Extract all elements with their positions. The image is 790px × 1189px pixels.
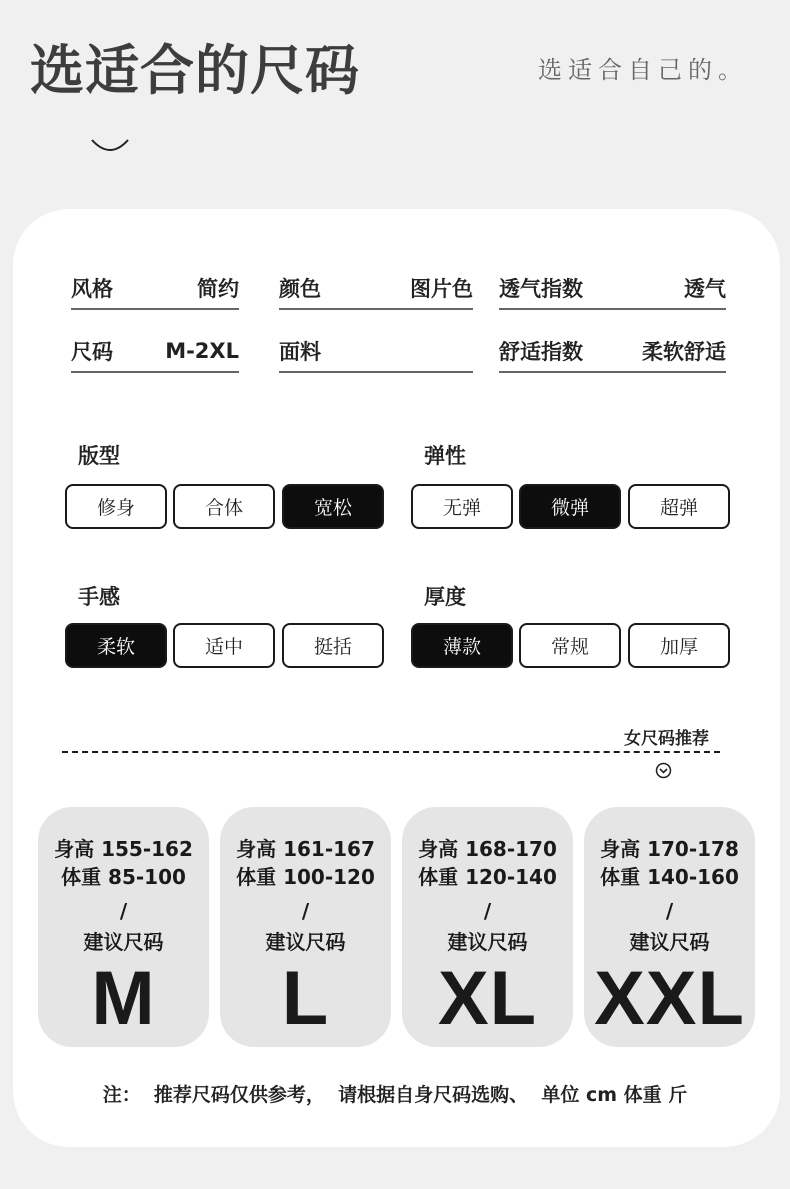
attr-fabric (279, 329, 473, 373)
elasticity-option-super[interactable]: 超弹 (628, 484, 730, 529)
attr-size-range (71, 329, 239, 373)
elasticity-option-none[interactable]: 无弹 (411, 484, 513, 529)
thickness-option-thick[interactable]: 加厚 (628, 623, 730, 668)
elasticity-label: 弹性 (424, 444, 466, 468)
thickness-option-regular[interactable]: 常规 (519, 623, 621, 668)
size-weight: 体重 140-160 (600, 865, 739, 889)
size-height: 身高 170-178 (600, 837, 739, 861)
size-card-xxl (584, 807, 755, 1047)
attr-value: 柔软舒适 (642, 340, 726, 364)
feel-option-stiff[interactable]: 挺括 (282, 623, 384, 668)
size-card-l (220, 807, 391, 1047)
attr-label: 风格 (71, 277, 113, 301)
size-slash: / (301, 899, 310, 923)
elasticity-option-slight[interactable]: 微弹 (519, 484, 621, 529)
attr-label: 舒适指数 (499, 340, 583, 364)
attr-breathability (499, 266, 726, 310)
size-rec-label: 建议尺码 (629, 930, 710, 954)
size-weight: 体重 85-100 (61, 865, 186, 889)
size-height: 身高 155-162 (54, 837, 193, 861)
size-rec-label: 建议尺码 (265, 930, 346, 954)
feel-option-medium[interactable]: 适中 (173, 623, 275, 668)
smile-icon (90, 136, 130, 156)
attr-comfort (499, 329, 726, 373)
thickness-label: 厚度 (424, 585, 466, 609)
attr-style (71, 266, 239, 310)
size-card-xl (402, 807, 573, 1047)
fit-option-regular[interactable]: 合体 (173, 484, 275, 529)
recommend-label: 女尺码推荐 (624, 729, 709, 749)
size-card-m (38, 807, 209, 1047)
feel-option-soft[interactable]: 柔软 (65, 623, 167, 668)
fit-option-slim[interactable]: 修身 (65, 484, 167, 529)
size-letter: M (91, 956, 156, 1041)
attr-value: 透气 (684, 277, 726, 301)
page-title: 选适合的尺码 (30, 39, 360, 102)
size-rec-label: 建议尺码 (83, 930, 164, 954)
attr-value: 图片色 (410, 277, 473, 301)
size-weight: 体重 100-120 (236, 865, 375, 889)
size-letter: L (281, 956, 330, 1041)
size-slash: / (665, 899, 674, 923)
footnote: 注： 推荐尺码仅供参考， 请根据自身尺码选购、 单位 cm 体重 斤 (102, 1084, 688, 1106)
size-letter: XL (437, 956, 538, 1041)
attr-value: M-2XL (165, 339, 239, 363)
attr-color (279, 266, 473, 310)
page-subtitle: 选适合自己的。 (538, 56, 748, 84)
attr-label: 透气指数 (499, 277, 583, 301)
feel-label: 手感 (78, 585, 120, 609)
size-height: 身高 168-170 (418, 837, 557, 861)
size-weight: 体重 120-140 (418, 865, 557, 889)
dashed-divider (62, 751, 720, 753)
size-letter: XXL (594, 956, 745, 1041)
fit-label: 版型 (78, 444, 120, 468)
size-slash: / (119, 899, 128, 923)
attr-label: 尺码 (71, 340, 113, 364)
size-rec-label: 建议尺码 (447, 930, 528, 954)
attr-value: 简约 (197, 277, 239, 301)
size-slash: / (483, 899, 492, 923)
attr-label: 面料 (279, 340, 321, 364)
fit-option-loose[interactable]: 宽松 (282, 484, 384, 529)
thickness-option-thin[interactable]: 薄款 (411, 623, 513, 668)
attr-label: 颜色 (279, 277, 321, 301)
size-height: 身高 161-167 (236, 837, 375, 861)
chevron-down-circle-icon (655, 762, 672, 779)
